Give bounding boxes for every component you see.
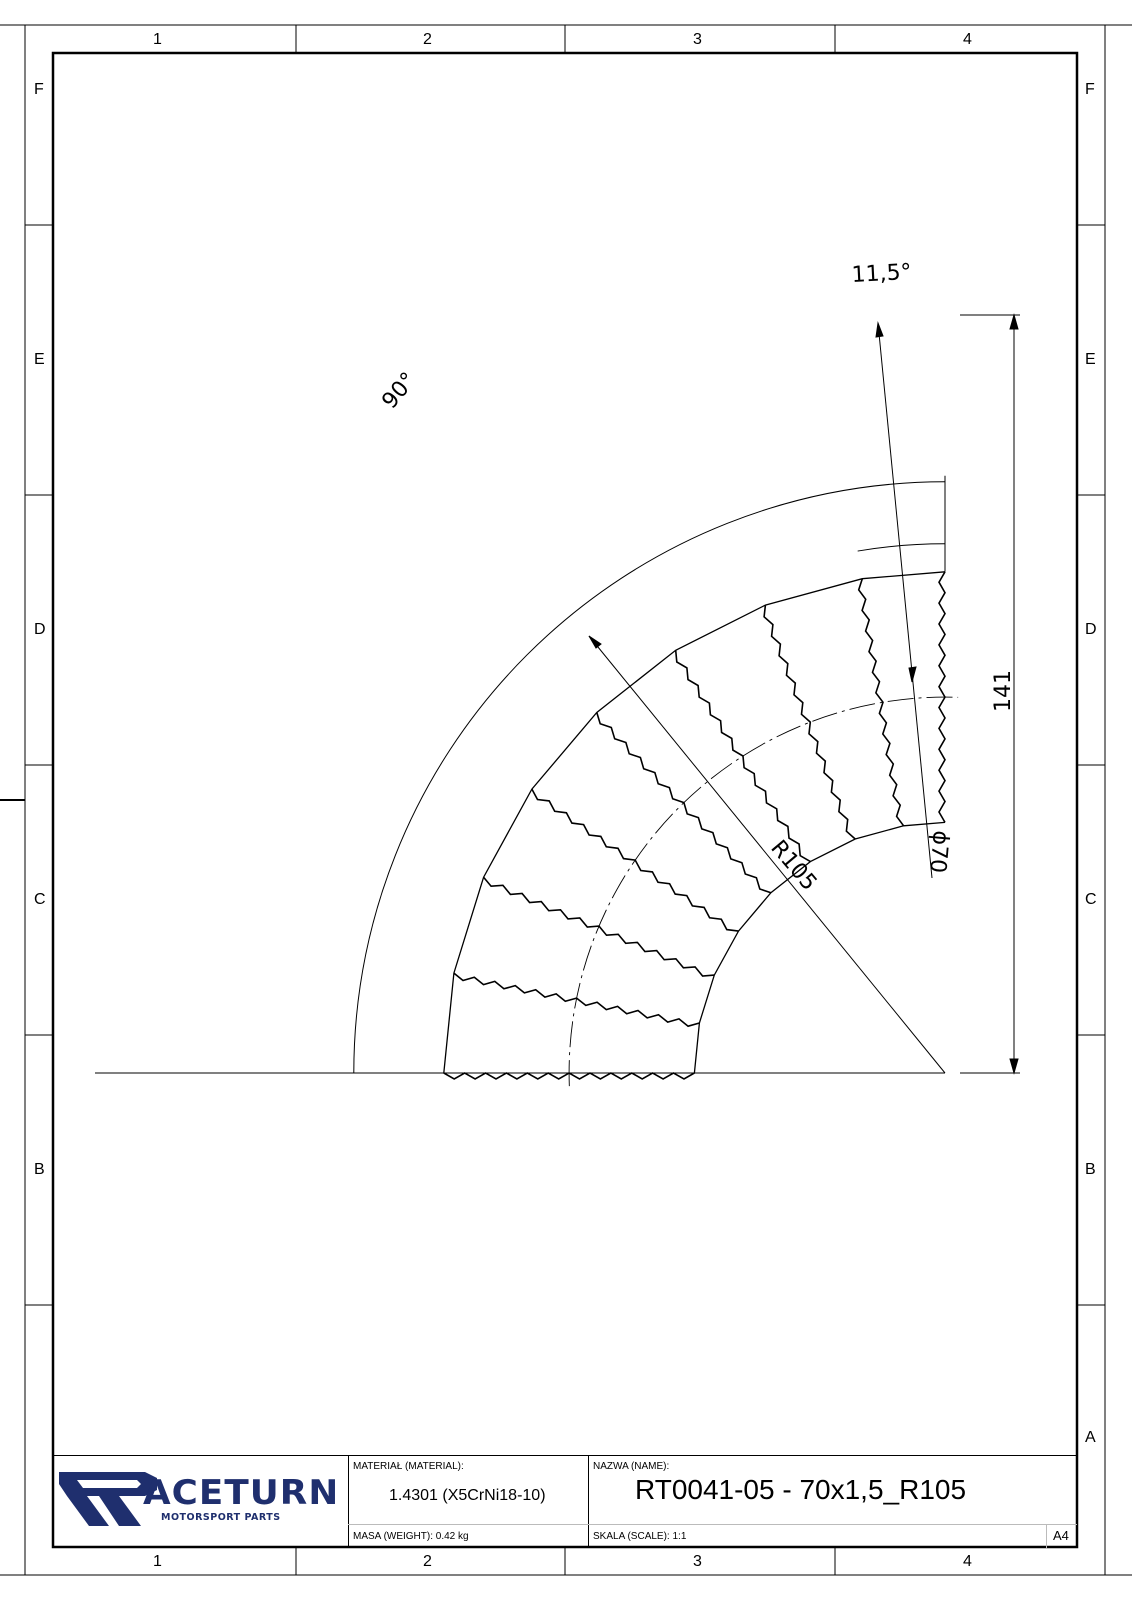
weight-label: MASA (WEIGHT): 0.42 kg [353,1531,469,1542]
title-block-dividers [348,1456,349,1548]
zone-row-right-b: B [1085,1161,1096,1178]
dim-angle-segment: 11,5° [851,259,913,288]
logo-r-mark-icon [57,1470,157,1530]
dim-diameter-value: 70 [924,843,952,875]
sheet-frame [0,25,1132,1575]
zone-row-left-c: C [34,891,46,908]
title-block-hline [348,1524,1077,1525]
logo-main-text: ACETURN [143,1473,340,1513]
dim-radius: R105 [765,835,822,896]
material-label: MATERIAŁ (MATERIAL): [353,1461,464,1472]
zone-row-right-c: C [1085,891,1097,908]
zone-row-right-e: E [1085,351,1096,368]
dimension-lines [589,315,1020,1073]
zone-col-bottom-4: 4 [963,1553,972,1570]
angle-segment-dim-arc [858,544,945,551]
zone-col-top-3: 3 [693,31,702,48]
zone-row-left-d: D [34,621,46,638]
zone-row-left-e: E [34,351,45,368]
zone-row-right-f: F [1085,81,1095,98]
angle-total-dim-arc [354,482,945,1073]
sheet-size: A4 [1053,1528,1069,1543]
title-block [53,1455,1077,1548]
dim-diameter: ϕ70 [924,829,953,875]
zone-row-left-b: B [34,1161,45,1178]
centreline-arc [569,697,958,1086]
zone-col-top-1: 1 [153,31,162,48]
dim-height: 141 [991,670,1016,712]
scale-label: SKALA (SCALE): 1:1 [593,1531,687,1542]
dim-angle-total: 90° [377,367,422,414]
zone-col-bottom-2: 2 [423,1553,432,1570]
name-value: RT0041-05 - 70x1,5_R105 [635,1474,967,1505]
zone-row-right-d: D [1085,621,1097,638]
name-label: NAZWA (NAME): [593,1461,670,1472]
elbow-segmented-part [95,476,958,1086]
zone-col-bottom-1: 1 [153,1553,162,1570]
zone-col-bottom-3: 3 [693,1553,702,1570]
logo-sub-text: MOTORSPORT PARTS [161,1512,281,1523]
zone-row-left-f: F [34,81,44,98]
zone-col-top-2: 2 [423,31,432,48]
zone-row-right-a: A [1085,1429,1096,1446]
cut-line-6 [764,605,855,839]
title-block-dividers-2 [588,1456,589,1548]
company-logo [57,1470,340,1530]
material-value: 1.4301 (X5CrNi18-10) [389,1487,546,1504]
title-block-a4-divider [1046,1524,1047,1548]
zone-col-top-4: 4 [963,31,972,48]
